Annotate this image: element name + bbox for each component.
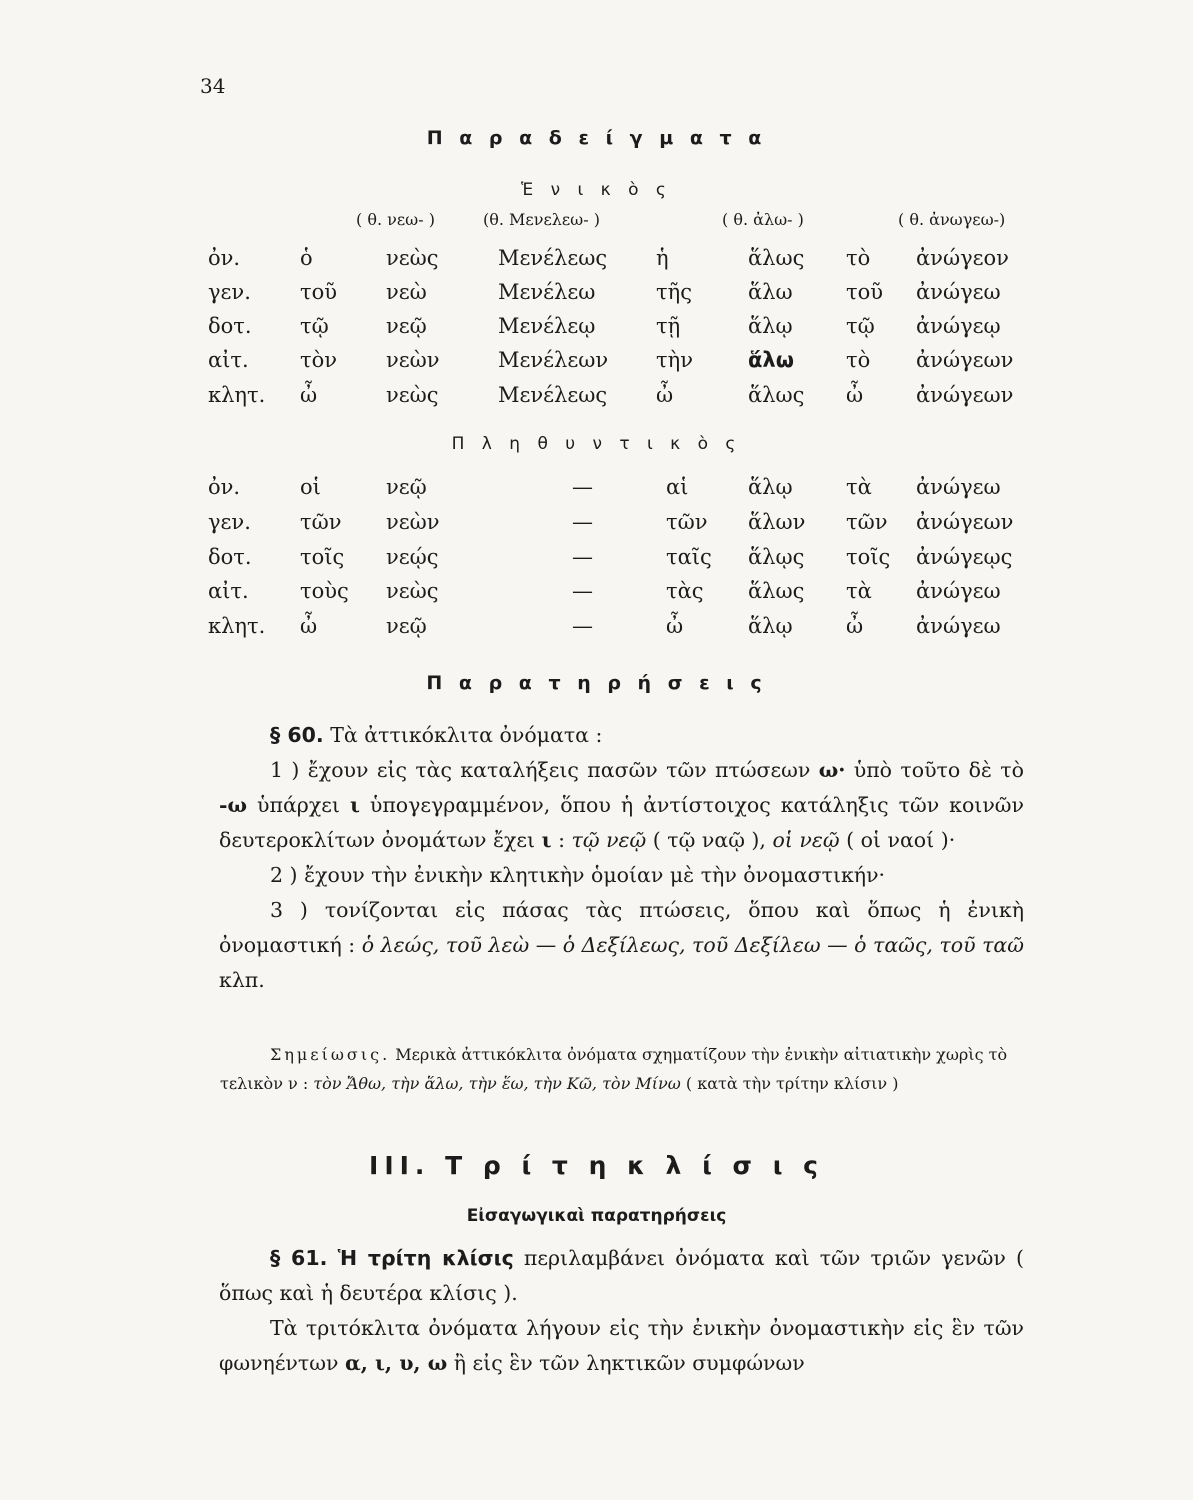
case-label: αἰτ.	[208, 579, 249, 603]
article: τῷ	[846, 314, 875, 338]
stem-alo: ( θ. ἀλω- )	[722, 210, 804, 229]
section-number: § 60.	[270, 723, 324, 747]
article: τῶν	[300, 510, 342, 534]
case-label: δοτ.	[208, 314, 252, 338]
word: ἅλω	[748, 280, 793, 304]
article: ἡ	[656, 246, 669, 270]
note	[220, 1040, 1025, 1098]
text: ὑπογεγραμμένον, ὅπου ἡ ἀντίστοιχος κατάληξις τῶν κοινῶν δευτεροκλίτων ὀνομάτων ἔχει	[219, 793, 1024, 852]
word: ἀνώγεων	[916, 510, 1014, 534]
plural-row	[0, 510, 1193, 540]
plural-label: Π λ η θ υ ν τ ι κ ὸ ς	[451, 434, 742, 454]
section-61	[219, 1241, 1024, 1381]
word: ἀνώγεῳ	[916, 314, 1001, 338]
article: τοῖς	[846, 545, 891, 569]
word: Μενέλεων	[498, 348, 609, 372]
article: τὰς	[666, 579, 704, 603]
word: ἀνώγεω	[916, 280, 1001, 304]
article: ὦ	[846, 614, 864, 638]
singular-label: Ἑ ν ι κ ὸ ς	[521, 180, 672, 200]
dash: —	[572, 510, 593, 534]
text: ἢ εἰς ἓν τῶν ληκτικῶν συμφώνων	[453, 1351, 805, 1375]
omega-ending: -ω	[219, 793, 248, 817]
word: νεῷ	[386, 475, 427, 499]
vowels: α, ι, υ, ω	[344, 1351, 448, 1375]
article: τοῦ	[846, 280, 884, 304]
s61-term: Ἡ τρίτη κλίσις	[337, 1246, 514, 1270]
text: 3 ) τονίζονται εἰς πάσας τὰς πτώσεις, ὅπου καὶ ὅπως ἡ ἐνικὴ ὀνομαστική :	[219, 898, 1024, 957]
singular-row	[0, 348, 1193, 378]
s61-para-1	[219, 1241, 1024, 1311]
example: ὁ λεώς, τοῦ λεὼ — ὁ Δεξίλεως, τοῦ Δεξίλεω — ὁ ταῶς, τοῦ ταῶ	[361, 933, 1024, 957]
article: οἱ	[300, 475, 321, 499]
case-label: κλητ.	[208, 614, 266, 638]
section-60	[219, 718, 1024, 998]
word: ἀνώγεον	[916, 246, 1009, 270]
word: ἅλων	[748, 510, 806, 534]
dash: —	[572, 545, 593, 569]
article: ὦ	[300, 614, 318, 638]
dash: —	[572, 579, 593, 603]
article: ὁ	[300, 246, 313, 270]
article: τῆς	[656, 280, 692, 304]
dash: —	[572, 475, 593, 499]
plural-row	[0, 475, 1193, 505]
word: ἅλῳ	[748, 614, 793, 638]
case-label: γεν.	[208, 280, 251, 304]
article: τῶν	[846, 510, 888, 534]
article: τὰ	[846, 475, 872, 499]
case-label: γεν.	[208, 510, 251, 534]
word: Μενέλεῳ	[498, 314, 596, 338]
text: περιλαμβάνει ὀνόματα καὶ τῶν τριῶν γενῶν ( ὅπως καὶ ἡ δευτέρα κλίσις ).	[219, 1246, 1024, 1305]
text: 1 ) ἔχουν εἰς τὰς καταλήξεις πασῶν τῶν πτώσεων	[270, 758, 811, 782]
word: νεῷ	[386, 614, 427, 638]
article: τὸ	[846, 246, 871, 270]
word: ἅλως	[748, 579, 805, 603]
text: ὑπάρχει	[257, 793, 340, 817]
word: νεῴς	[386, 545, 439, 569]
iota-symbol: ι	[349, 793, 360, 817]
word: ἅλως	[748, 246, 805, 270]
article: τὸ	[846, 348, 871, 372]
article: τὰ	[846, 579, 872, 603]
plural-row	[0, 545, 1193, 575]
s60-point-3	[219, 893, 1024, 998]
word: ἅλως	[748, 383, 805, 407]
article: τὴν	[656, 348, 693, 372]
word: νεὼς	[386, 383, 439, 407]
note-text: Μερικὰ ἀττικόκλιτα ὀνόματα σχηματίζουν τὴν ἐνικὴν αἰτιατικὴν χωρὶς τὸ τελικὸν ν :	[220, 1045, 1008, 1093]
word: νεὼς	[386, 579, 439, 603]
word: ἀνώγεων	[916, 348, 1014, 372]
page-number: 34	[200, 74, 226, 98]
text: κλπ.	[219, 968, 265, 992]
word: νεὼ	[386, 280, 427, 304]
word: ἀνώγεω	[916, 614, 1001, 638]
omega-symbol: ω·	[818, 758, 846, 782]
word: νεὼς	[386, 246, 439, 270]
word: ἀνώγεων	[916, 383, 1014, 407]
text: ὑπὸ τοῦτο δὲ τὸ	[853, 758, 1024, 782]
article: τοὺς	[300, 579, 349, 603]
text: ( οἱ ναοί )·	[846, 828, 956, 852]
article: ὦ	[666, 614, 684, 638]
singular-row	[0, 383, 1193, 413]
stem-neo: ( θ. νεω- )	[356, 210, 435, 229]
word: Μενέλεως	[498, 246, 608, 270]
s60-lead: Τὰ ἀττικόκλιτα ὀνόματα :	[330, 723, 603, 747]
article: ταῖς	[666, 545, 712, 569]
word: ἅλῳ	[748, 475, 793, 499]
article: ὦ	[300, 383, 318, 407]
stem-anogeo: ( θ. ἀνωγεω-)	[898, 210, 1006, 229]
plural-row	[0, 579, 1193, 609]
plural-row	[0, 614, 1193, 644]
example: οἱ νεῷ	[772, 828, 840, 852]
article: τὸν	[300, 348, 338, 372]
s60-lead-line	[219, 718, 1024, 753]
observations-title: Π α ρ α τ η ρ ή σ ε ι ς	[426, 672, 767, 694]
word: Μενέλεω	[498, 280, 596, 304]
singular-row	[0, 246, 1193, 276]
word: Μενέλεως	[498, 383, 608, 407]
note-label: Σημείωσις.	[270, 1045, 391, 1064]
word: ἀνώγεω	[916, 579, 1001, 603]
examples-title: Π α ρ α δ ε ί γ μ α τ α	[426, 127, 767, 149]
article: ὦ	[846, 383, 864, 407]
s61-para-2	[219, 1311, 1024, 1381]
example: τῷ νεῷ	[571, 828, 647, 852]
text: ( τῷ ναῷ ),	[652, 828, 766, 852]
article: αἱ	[666, 475, 689, 499]
word: ἀνώγεω	[916, 475, 1001, 499]
word: ἅλῳ	[748, 314, 793, 338]
singular-row	[0, 314, 1193, 344]
case-label: αἰτ.	[208, 348, 249, 372]
word: νεὼν	[386, 348, 440, 372]
word: νεὼν	[386, 510, 440, 534]
article: τοῖς	[300, 545, 345, 569]
case-label: ὀν.	[208, 475, 241, 499]
word: ἅλῳς	[748, 545, 805, 569]
s60-point-2: 2 ) ἔχουν τὴν ἐνικὴν κλητικὴν ὁμοίαν μὲ τὴν ὀνομαστικήν·	[270, 863, 886, 887]
article: ὦ	[656, 383, 674, 407]
case-label: ὀν.	[208, 246, 241, 270]
dash: —	[572, 614, 593, 638]
word: ἀνώγεῳς	[916, 545, 1013, 569]
case-label: κλητ.	[208, 383, 266, 407]
singular-row	[0, 280, 1193, 310]
article: τῇ	[656, 314, 681, 338]
case-label: δοτ.	[208, 545, 252, 569]
section-number: § 61.	[270, 1246, 328, 1270]
article: τῶν	[666, 510, 708, 534]
article: τῷ	[300, 314, 329, 338]
word: ἅλω	[748, 348, 794, 372]
text: Τὰ τριτόκλιτα ὀνόματα λήγουν εἰς τὴν ἐνικὴν ὀνομαστικὴν εἰς ἓν τῶν φωνηέντων	[219, 1316, 1024, 1375]
section-title: ΙΙΙ. Τ ρ ί τ η κ λ ί σ ι ς	[369, 1151, 824, 1180]
intro-title: Εἰσαγωγικαὶ παρατηρήσεις	[466, 1206, 727, 1226]
article: τοῦ	[300, 280, 338, 304]
stem-menelew: (θ. Μενελεω- )	[483, 210, 600, 229]
note-examples: τὸν Ἄθω, τὴν ἅλω, τὴν ἕω, τὴν Κῶ, τὸν Μίνω	[313, 1074, 681, 1093]
word: νεῷ	[386, 314, 427, 338]
iota-symbol: ι	[541, 828, 552, 852]
s60-point-1: 1 ) ἔχουν εἰς τὰς καταλήξεις πασῶν τῶν πτώσεων ω· ὑπὸ τοῦτο δὲ τὸ -ω ὑπάρχει ι ὑπογεγραμμένον, ὅπου ἡ ἀντίστοιχος κατάληξις τῶν κοινῶν δευτεροκλίτων ὀνομάτων ἔχει ι : τῷ νεῷ ( τῷ ναῷ ), οἱ νεῷ ( οἱ ναοί )·	[219, 758, 1024, 852]
note-end: ( κατὰ τὴν τρίτην κλίσιν )	[685, 1074, 899, 1093]
